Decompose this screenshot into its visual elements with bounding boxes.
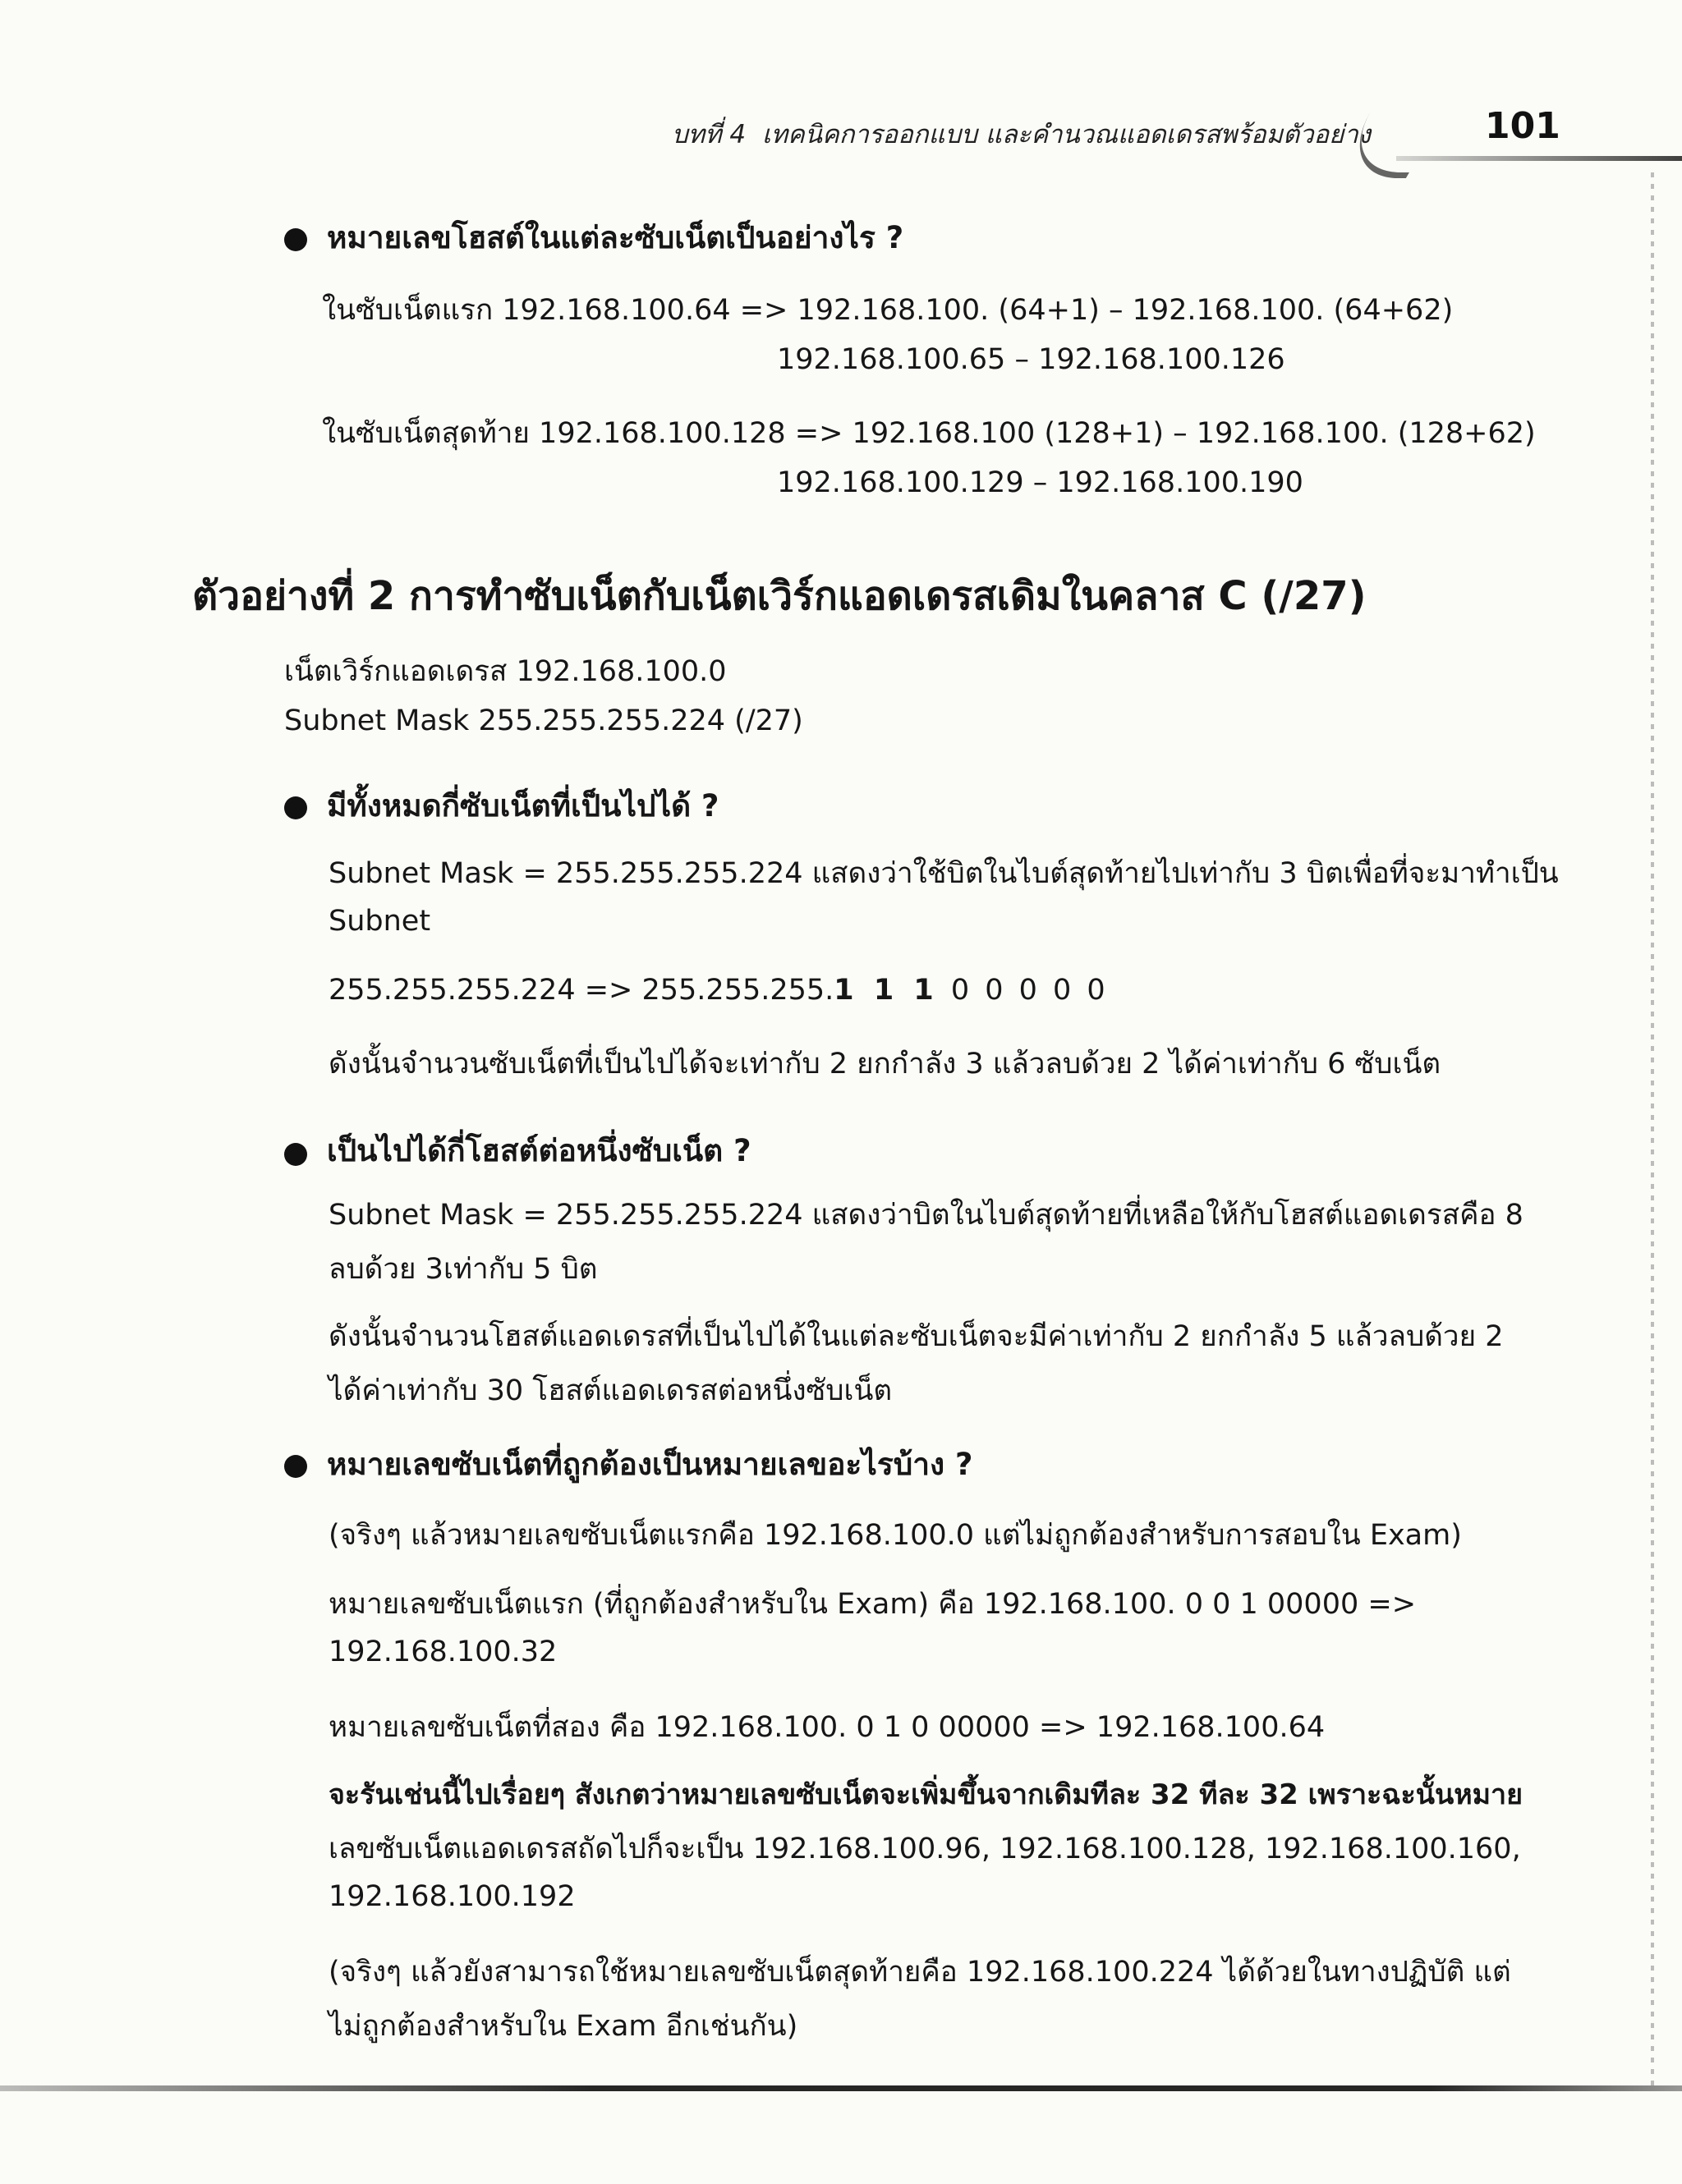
q3-line-2: หมายเลขซับเน็ตแรก (ที่ถูกต้องสำหรับใน Exam) คือ 192.168.100. 0 0 1 00000 => — [329, 1588, 1417, 1621]
header-title: เทคนิคการออกแบบ และคำนวณแอดเดรสพร้อมตัวอย่าง — [762, 120, 1371, 149]
q3-line-5: จะรันเช่นนี้ไปเรื่อยๆ สังเกตว่าหมายเลขซับเน็ตจะเพิ่มขึ้นจากเดิมทีละ 32 ทีละ 32 เพราะฉะนั้นหมาย — [329, 1778, 1523, 1811]
q2-line-2: ลบด้วย 3เท่ากับ 5 บิต — [329, 1253, 598, 1286]
q1-line-1: Subnet Mask = 255.255.255.224 แสดงว่าใช้บิตในไบต์สุดท้ายไปเท่ากับ 3 บิตเพื่อที่จะมาทำเป็น — [329, 857, 1559, 890]
bottom-rule — [0, 2085, 1682, 2091]
section1-line-2: 192.168.100.65 – 192.168.100.126 — [777, 343, 1285, 376]
page-edge-shadow — [1651, 172, 1654, 2085]
q3-line-9: ไม่ถูกต้องสำหรับใน Exam อีกเช่นกัน) — [329, 2010, 798, 2043]
q3-line-3: 192.168.100.32 — [329, 1636, 558, 1668]
example2-mask: Subnet Mask 255.255.255.224 (/27) — [284, 704, 803, 737]
q3-question: หมายเลขซับเน็ตที่ถูกต้องเป็นหมายเลขอะไรบ้าง ? — [327, 1447, 973, 1482]
header-chapter: บทที่ 4 — [672, 120, 747, 149]
q1-line-3 — [329, 974, 1109, 1007]
q1-question: มีทั้งหมดกี่ซับเน็ตที่เป็นไปได้ ? — [327, 788, 719, 824]
q1-line-2: Subnet — [329, 905, 431, 938]
q2-line-3: ดังนั้นจำนวนโฮสต์แอดเดรสที่เป็นไปได้ในแต่ละซับเน็ตจะมีค่าเท่ากับ 2 ยกกำลัง 5 แล้วลบด้วย 2 — [329, 1320, 1504, 1353]
q1-line-3-rest: 0 0 0 0 0 — [938, 974, 1109, 1007]
q3-line-8: (จริงๆ แล้วยังสามารถใช้หมายเลขซับเน็ตสุดท้ายคือ 192.168.100.224 ได้ด้วยในทางปฏิบัติ แต่ — [329, 1956, 1511, 1989]
section1-line-1: ในซับเน็ตแรก 192.168.100.64 => 192.168.100. (64+1) – 192.168.100. (64+62) — [322, 294, 1454, 327]
q1-line-3-bold-bits: 1 1 1 — [834, 974, 939, 1007]
q2-line-1: Subnet Mask = 255.255.255.224 แสดงว่าบิตในไบต์สุดท้ายที่เหลือให้กับโฮสต์แอดเดรสคือ 8 — [329, 1199, 1523, 1232]
q2-line-4: ได้ค่าเท่ากับ 30 โฮสต์แอดเดรสต่อหนึ่งซับเน็ต — [329, 1374, 893, 1407]
q1-line-3-prefix: 255.255.255.224 => 255.255.255. — [329, 974, 834, 1007]
section1-question: หมายเลขโฮสต์ในแต่ละซับเน็ตเป็นอย่างไร ? — [327, 220, 904, 255]
page-number: 101 — [1485, 105, 1560, 147]
example2-heading: ตัวอย่างที่ 2 การทำซับเน็ตกับเน็ตเวิร์กแอดเดรสเดิมในคลาส C (/27) — [192, 573, 1367, 619]
q3-line-1: (จริงๆ แล้วหมายเลขซับเน็ตแรกคือ 192.168.100.0 แต่ไม่ถูกต้องสำหรับการสอบใน Exam) — [329, 1519, 1462, 1552]
q3-line-4: หมายเลขซับเน็ตที่สอง คือ 192.168.100. 0 1 0 00000 => 192.168.100.64 — [329, 1711, 1326, 1744]
bullet-icon — [284, 228, 307, 251]
q3-line-6: เลขซับเน็ตแอดเดรสถัดไปก็จะเป็น 192.168.100.96, 192.168.100.128, 192.168.100.160, — [329, 1833, 1521, 1865]
q3-line-7: 192.168.100.192 — [329, 1880, 576, 1913]
section1-line-4: 192.168.100.129 – 192.168.100.190 — [777, 466, 1303, 499]
bullet-icon — [284, 796, 307, 819]
section1-line-3: ในซับเน็ตสุดท้าย 192.168.100.128 => 192.168.100 (128+1) – 192.168.100. (128+62) — [322, 417, 1536, 450]
bullet-icon — [284, 1143, 307, 1166]
q1-line-4: ดังนั้นจำนวนซับเน็ตที่เป็นไปได้จะเท่ากับ 2 ยกกำลัง 3 แล้วลบด้วย 2 ได้ค่าเท่ากับ 6 ซับเน็ต — [329, 1048, 1441, 1081]
header-rule — [1396, 156, 1682, 161]
q2-question: เป็นไปได้กี่โฮสต์ต่อหนึ่งซับเน็ต ? — [327, 1133, 751, 1168]
bullet-icon — [284, 1455, 307, 1478]
example2-network: เน็ตเวิร์กแอดเดรส 192.168.100.0 — [284, 655, 727, 688]
